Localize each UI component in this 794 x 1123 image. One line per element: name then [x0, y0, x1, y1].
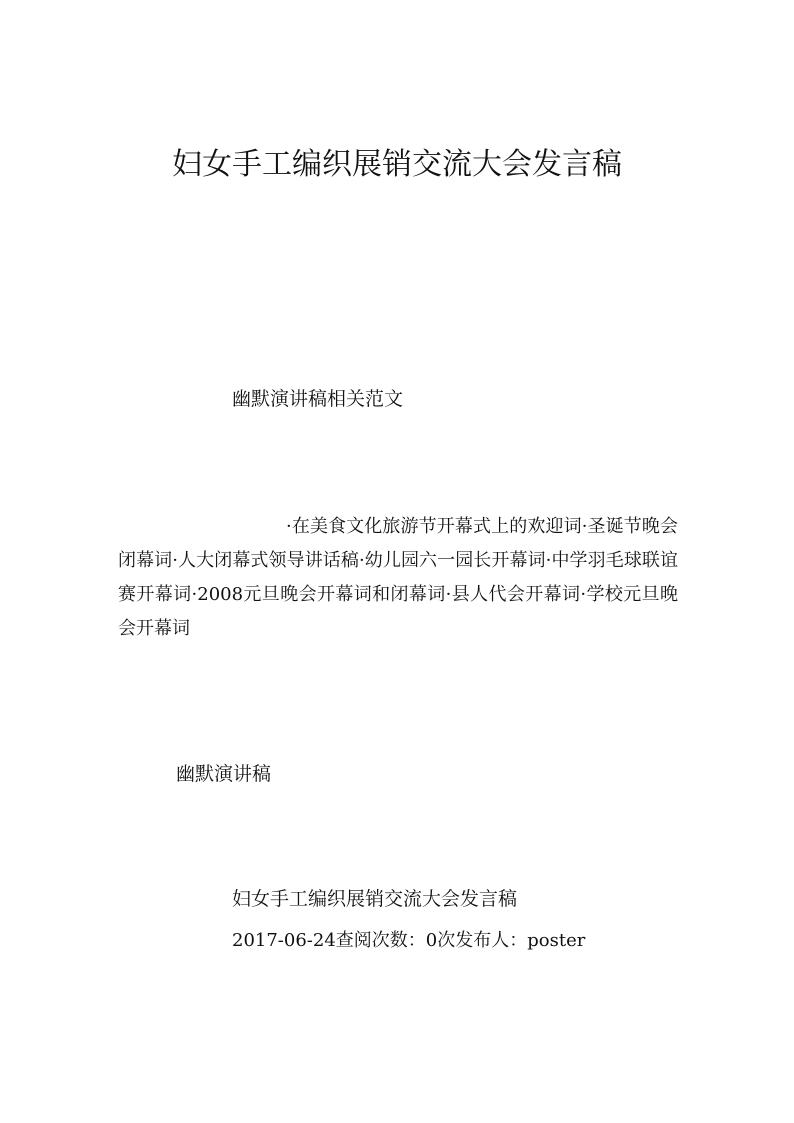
- related-articles-heading: 幽默演讲稿相关范文: [232, 388, 404, 410]
- article-meta: [232, 927, 585, 955]
- category-heading: 幽默演讲稿: [176, 763, 272, 785]
- view-count: 查阅次数：0次: [335, 930, 456, 951]
- document-title: 妇女手工编织展销交流大会发言稿: [172, 147, 622, 182]
- publish-date: 2017-06-24: [232, 930, 336, 951]
- publisher: 发布人：poster: [455, 930, 586, 951]
- article-title: 妇女手工编织展销交流大会发言稿: [232, 888, 518, 910]
- related-articles-list: ·在美食文化旅游节开幕式上的欢迎词·圣诞节晚会闭幕词·人大闭幕式领导讲话稿·幼儿园六一园长开幕词·中学羽毛球联谊赛开幕词·2008元旦晚会开幕词和闭幕词·县人代会开幕词·学校元旦晚会开幕词: [118, 516, 678, 639]
